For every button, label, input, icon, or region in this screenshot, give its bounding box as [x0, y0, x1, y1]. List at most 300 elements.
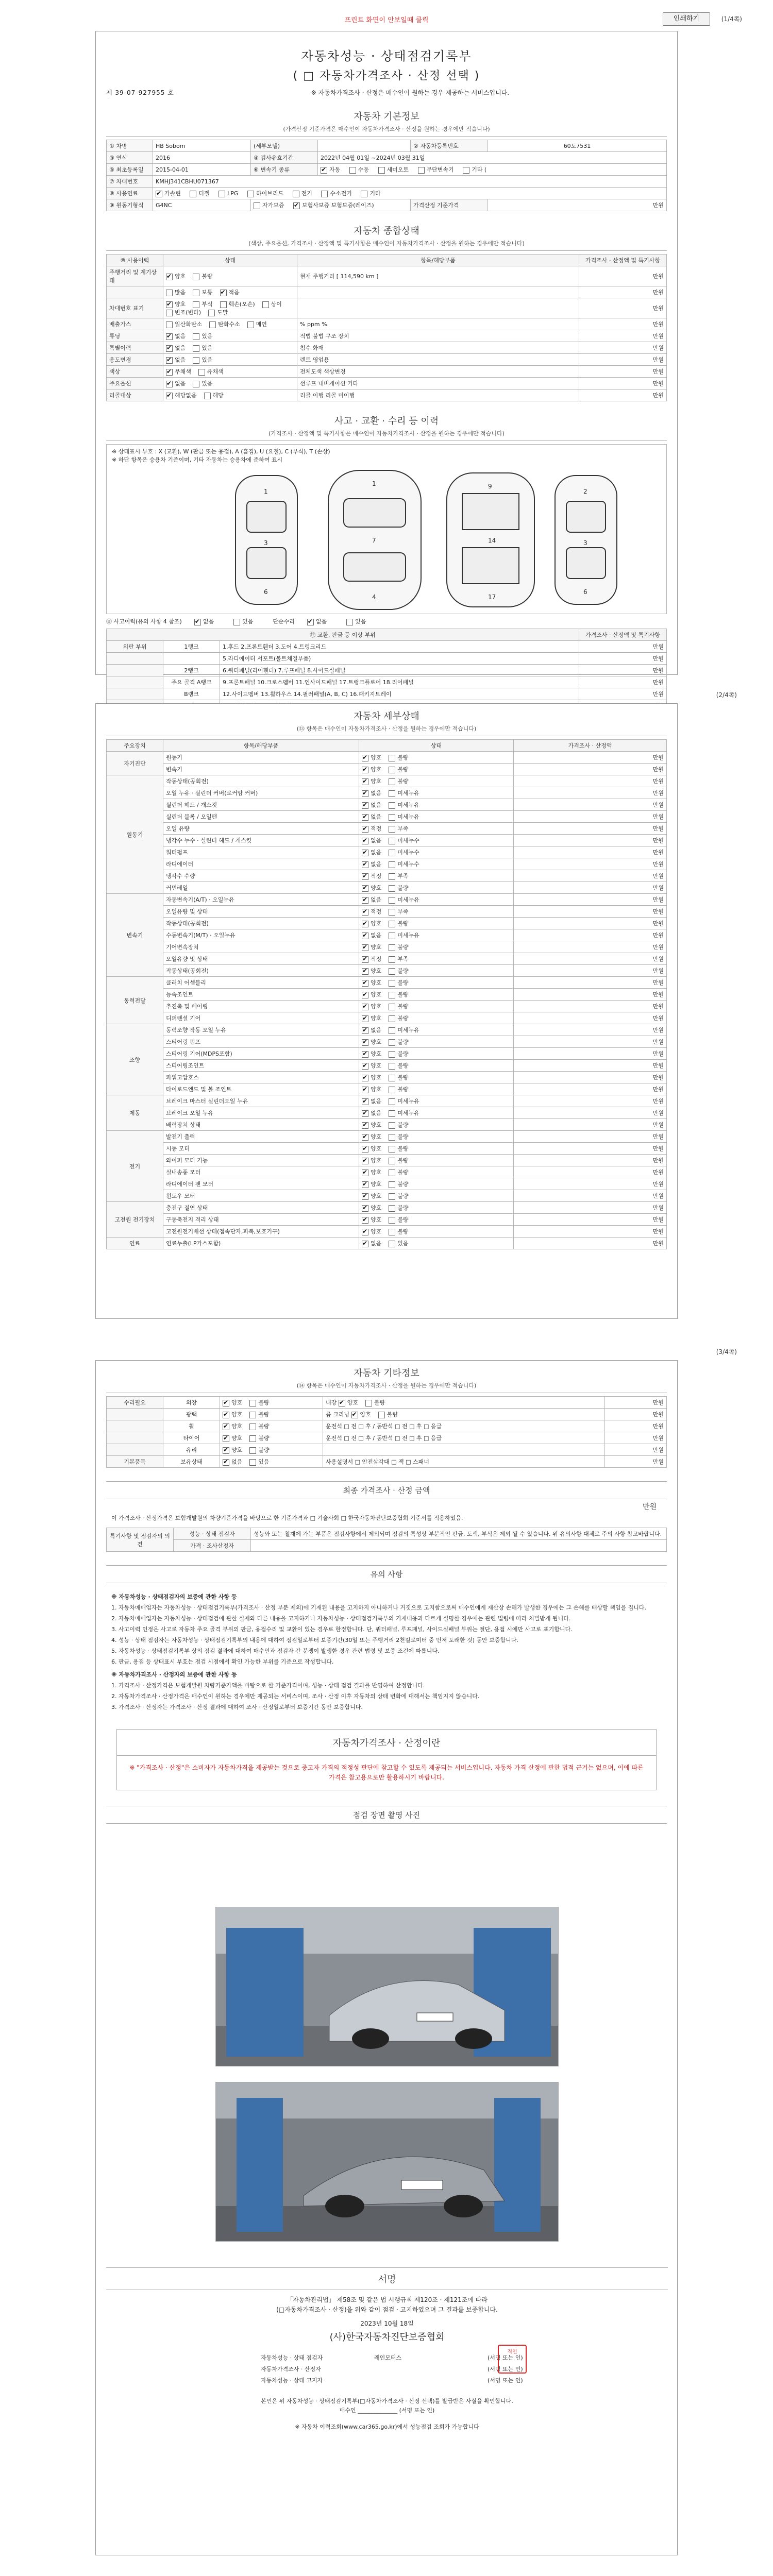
etc-state-checkbox[interactable]	[249, 1423, 256, 1430]
svg-text:4: 4	[372, 594, 376, 601]
detail-state-checkbox[interactable]	[362, 767, 368, 773]
etc-price: 만원	[605, 1409, 667, 1420]
detail-state-checkbox[interactable]	[389, 790, 395, 797]
final-price-title: 최종 가격조사 · 산정 금액	[106, 1481, 667, 1499]
general-row-detail: 적법 불법 구조 장치	[297, 330, 579, 342]
detail-state-checkbox[interactable]	[362, 814, 368, 821]
detail-state-option-label: 없음	[371, 814, 382, 820]
detail-state-option-label: 양호	[371, 991, 382, 998]
label-plate: ② 자동차등록번호	[411, 140, 488, 152]
detail-state	[359, 870, 514, 882]
general-row-state	[163, 266, 297, 286]
detail-state-checkbox[interactable]	[389, 1004, 395, 1010]
detail-state-option-label: 미세누유	[397, 814, 419, 820]
detail-state-checkbox[interactable]	[362, 1039, 368, 1046]
detail-item: 오일유량 및 상태	[163, 953, 359, 965]
detail-state-checkbox[interactable]	[389, 1122, 395, 1129]
detail-state-checkbox[interactable]	[389, 933, 395, 939]
etc-state-checkbox[interactable]	[223, 1459, 229, 1466]
value-year: 2016	[153, 152, 251, 164]
checkbox-semi[interactable]	[378, 167, 385, 174]
checkbox-cvt[interactable]	[418, 167, 425, 174]
detail-state-checkbox[interactable]	[389, 980, 395, 987]
detail-state-checkbox[interactable]	[389, 1146, 395, 1153]
etc-price: 만원	[605, 1397, 667, 1409]
detail-state	[359, 1072, 514, 1083]
accident-summary: ⑪ 사고이력(유의 사항 4 참조) ✔ 없음 있음 단순수리 ✔ 없음 있음	[96, 614, 677, 625]
general-state-checkbox[interactable]	[220, 301, 227, 308]
notice-item: 3. 가격조사 · 산정자는 가격조사 · 산정 결과에 대하여 조사 · 산정일로부터 보증기간 동안 보증합니다.	[111, 1704, 363, 1710]
detail-state-checkbox[interactable]	[389, 814, 395, 821]
accident-title: 사고 · 교환 · 수리 등 이력	[334, 416, 439, 427]
detail-state	[359, 764, 514, 775]
etc-group	[107, 1420, 163, 1432]
sheet-page-2	[95, 703, 678, 1319]
general-state-option-label: 있음	[201, 333, 213, 340]
detail-head-item: 항목/해당부품	[163, 740, 359, 752]
etc-state-checkbox[interactable]	[249, 1412, 256, 1418]
detail-state	[359, 787, 514, 799]
checkbox-hybrid[interactable]	[247, 191, 254, 197]
etc-state-checkbox[interactable]	[223, 1400, 229, 1406]
general-state-option-label: 해당	[212, 392, 224, 399]
detail-price: 만원	[514, 1083, 667, 1095]
detail-state-checkbox[interactable]	[362, 1098, 368, 1105]
detail-state-checkbox[interactable]	[389, 1229, 395, 1235]
general-state-checkbox[interactable]	[262, 301, 269, 308]
detail-state-option-label: 양호	[371, 920, 382, 927]
detail-state-option-label: 미세누수	[397, 849, 419, 856]
etc-state-checkbox[interactable]	[223, 1435, 229, 1442]
checkbox-auto[interactable]	[321, 167, 327, 174]
detail-state-checkbox[interactable]	[389, 1075, 395, 1081]
exchange-table	[106, 629, 667, 712]
detail-row	[107, 941, 667, 953]
detail-state-checkbox[interactable]	[362, 956, 368, 963]
detail-state-checkbox[interactable]	[362, 1134, 368, 1141]
general-row-detail: 전체도색 색상변경	[297, 366, 579, 378]
detail-row	[107, 953, 667, 965]
general-row-state	[163, 354, 297, 366]
detail-state-checkbox[interactable]	[362, 778, 368, 785]
detail-state-checkbox[interactable]	[362, 873, 368, 880]
etc-state2-checkbox[interactable]	[365, 1400, 372, 1406]
general-state-checkbox[interactable]	[208, 310, 215, 316]
general-state-option-label: 많음	[175, 289, 186, 296]
detail-state-option-label: 양호	[371, 1015, 382, 1022]
detail-state-checkbox[interactable]	[362, 861, 368, 868]
etc-price: 만원	[605, 1420, 667, 1432]
print-notice-link[interactable]: 프린트 화면이 안보일때 클릭	[344, 16, 429, 24]
detail-item: 등속조인트	[163, 989, 359, 1001]
etc-state2-checkbox[interactable]	[378, 1412, 385, 1418]
rank-items: 6.쿼터패널(리어휀더) 7.루프패널 8.사이드실패널	[220, 665, 579, 676]
detail-state-checkbox[interactable]	[389, 1217, 395, 1224]
general-state-checkbox[interactable]	[193, 381, 199, 387]
detail-state-option-label: 불량	[397, 1015, 409, 1022]
detail-state-checkbox[interactable]	[389, 1063, 395, 1070]
general-state-checkbox[interactable]	[166, 310, 173, 316]
rank-items: 9.프론트패널 10.크로스멤버 11.인사이드패널 17.트렁크플로어 18.리어패널	[220, 676, 579, 688]
etc-state-option-label: 불량	[258, 1399, 270, 1406]
signature-statement: 「자동차관리법」 제58조 및 같은 법 시행규칙 제120조 · 제121조에 따라 (□자동차가격조사 · 산정)을 위와 같이 점검 · 고지하였으며 그 결과를 보증합니다.	[276, 2296, 498, 2313]
detail-item: 브레이크 마스터 실린더오일 누유	[163, 1095, 359, 1107]
general-state-checkbox[interactable]	[209, 321, 216, 328]
etc-state-checkbox[interactable]	[249, 1447, 256, 1454]
detail-state-option-label: 있음	[397, 1240, 409, 1247]
detail-state	[359, 882, 514, 894]
checkbox-fuel-etc[interactable]	[361, 191, 367, 197]
detail-state-checkbox[interactable]	[362, 992, 368, 998]
general-row	[107, 354, 667, 366]
detail-item: 수동변속기(M/T) · 오일누유	[163, 929, 359, 941]
detail-state-checkbox[interactable]	[362, 944, 368, 951]
label-spec: (세부모델)	[251, 140, 318, 152]
rank-label: 2랭크	[163, 665, 220, 676]
general-state-checkbox[interactable]	[220, 290, 227, 296]
general-state-checkbox[interactable]	[204, 393, 211, 399]
rank-group: 외판 부위	[107, 641, 163, 653]
detail-state-option-label: 불량	[397, 944, 409, 951]
general-state-checkbox[interactable]	[166, 345, 173, 352]
detail-price: 만원	[514, 941, 667, 953]
checkbox-hydrogen[interactable]	[321, 191, 328, 197]
general-state-option-label: 있음	[201, 345, 213, 351]
detail-state-checkbox[interactable]	[362, 1241, 368, 1247]
etc-item2: 내장 ✔양호 불량	[323, 1397, 605, 1409]
detail-state-option-label: 없음	[371, 1240, 382, 1247]
general-row-detail	[297, 286, 579, 298]
detail-state-checkbox[interactable]	[389, 1193, 395, 1200]
detail-state-checkbox[interactable]	[389, 1241, 395, 1247]
general-state-checkbox[interactable]	[193, 357, 199, 364]
detail-state-checkbox[interactable]	[389, 838, 395, 844]
detail-state	[359, 1107, 514, 1119]
etc-state-checkbox[interactable]	[223, 1447, 229, 1454]
detail-state-checkbox[interactable]	[389, 1181, 395, 1188]
detail-state-option-label: 불량	[397, 991, 409, 998]
detail-state-checkbox[interactable]	[362, 1027, 368, 1034]
page-count: (1/4쪽)	[721, 15, 742, 23]
detail-state-checkbox[interactable]	[362, 1075, 368, 1081]
detail-state-checkbox[interactable]	[389, 956, 395, 963]
detail-price: 만원	[514, 1012, 667, 1024]
detail-state-checkbox[interactable]	[389, 909, 395, 916]
detail-state-checkbox[interactable]	[389, 885, 395, 892]
detail-price: 만원	[514, 870, 667, 882]
detail-state-checkbox[interactable]	[362, 921, 368, 927]
svg-text:6: 6	[583, 588, 587, 596]
detail-state-option-label: 양호	[371, 1228, 382, 1235]
general-head-history: ⑩ 사용이력	[107, 255, 163, 266]
etc-row	[107, 1432, 667, 1444]
general-row-price: 만원	[579, 266, 667, 286]
detail-state-checkbox[interactable]	[389, 1051, 395, 1058]
detail-price: 만원	[514, 1095, 667, 1107]
detail-state-checkbox[interactable]	[362, 909, 368, 916]
detail-state-checkbox[interactable]	[389, 1170, 395, 1176]
checkbox-repair-yes[interactable]	[346, 619, 353, 625]
detail-state-option-label: 불량	[397, 1050, 409, 1057]
signature-date: 2023년 10월 18일	[360, 2320, 414, 2327]
detail-state-checkbox[interactable]	[362, 1122, 368, 1129]
detail-state-option-label: 양호	[371, 1086, 382, 1093]
detail-price: 만원	[514, 764, 667, 775]
detail-state-checkbox[interactable]	[389, 897, 395, 904]
detail-state-checkbox[interactable]	[362, 790, 368, 797]
detail-row	[107, 1178, 667, 1190]
detail-state-option-label: 불량	[397, 1205, 409, 1211]
detail-state-checkbox[interactable]	[389, 873, 395, 880]
rank-group	[107, 653, 163, 665]
notice-body	[96, 1583, 677, 1711]
general-row	[107, 330, 667, 342]
detail-state-option-label: 불량	[397, 1145, 409, 1152]
detail-item: 작동상태(공회전)	[163, 918, 359, 929]
detail-state-checkbox[interactable]	[389, 992, 395, 998]
detail-state-option-label: 없음	[371, 1027, 382, 1033]
detail-row	[107, 1107, 667, 1119]
detail-item: 스티어링 펌프	[163, 1036, 359, 1048]
detail-row	[107, 1166, 667, 1178]
general-state-checkbox[interactable]	[166, 274, 173, 280]
detail-state-checkbox[interactable]	[362, 1004, 368, 1010]
detail-state-checkbox[interactable]	[389, 1110, 395, 1117]
detail-state-checkbox[interactable]	[362, 838, 368, 844]
detail-state	[359, 953, 514, 965]
general-row-label: 리콜대상	[107, 389, 163, 401]
detail-group: 연료	[107, 1238, 163, 1249]
document-subtitle: ( □ 자동차가격조사 · 산정 선택 )	[293, 70, 480, 82]
detail-state	[359, 1190, 514, 1202]
detail-price: 만원	[514, 1202, 667, 1214]
detail-state-checkbox[interactable]	[389, 755, 395, 761]
detail-state	[359, 775, 514, 787]
detail-state-checkbox[interactable]	[362, 1063, 368, 1070]
detail-state-checkbox[interactable]	[362, 1087, 368, 1093]
general-row-state	[163, 330, 297, 342]
detail-item: 라디에이터	[163, 858, 359, 870]
detail-state-checkbox[interactable]	[362, 826, 368, 833]
general-state-checkbox[interactable]	[166, 381, 173, 387]
checkbox-accident-yes[interactable]	[233, 619, 240, 625]
label-vin: ⑦ 차대번호	[107, 176, 153, 188]
detail-row	[107, 835, 667, 846]
etc-item2: 운전석 □ 전 □ 후 / 동반석 □ 전 □ 후 □ 응급	[323, 1420, 605, 1432]
etc-state-option-label: 양호	[231, 1411, 243, 1418]
etc-state-checkbox[interactable]	[223, 1423, 229, 1430]
detail-state-checkbox[interactable]	[389, 1027, 395, 1034]
opinion-table	[106, 1528, 667, 1552]
rank-price: 만원	[579, 665, 667, 676]
etc-state-checkbox[interactable]	[223, 1412, 229, 1418]
detail-state-option-label: 적정	[371, 825, 382, 832]
detail-state-checkbox[interactable]	[362, 885, 368, 892]
detail-row	[107, 906, 667, 918]
general-head-price: 가격조사 · 산정액 및 특기사항	[579, 255, 667, 266]
detail-row	[107, 1048, 667, 1060]
checkbox-accident-none[interactable]	[194, 619, 201, 625]
detail-state-option-label: 불량	[397, 1193, 409, 1199]
general-state-option-label: 보통	[201, 289, 213, 296]
detail-item: 냉각수 누수 · 실린더 헤드 / 개스킷	[163, 835, 359, 846]
detail-state-checkbox[interactable]	[362, 897, 368, 904]
detail-row	[107, 846, 667, 858]
print-button[interactable]: 인쇄하기	[663, 12, 710, 26]
etc-item2: 사용설명서 □ 안전삼각대 □ 잭 □ 스패너	[323, 1456, 605, 1468]
checkbox-trans-etc[interactable]	[463, 167, 469, 174]
etc-row	[107, 1397, 667, 1409]
detail-state-checkbox[interactable]	[362, 1146, 368, 1153]
etc-group: 기본품목	[107, 1456, 163, 1468]
detail-state-checkbox[interactable]	[362, 1158, 368, 1164]
detail-state	[359, 906, 514, 918]
detail-state-checkbox[interactable]	[362, 755, 368, 761]
general-state-checkbox[interactable]	[166, 301, 173, 308]
detail-state-option-label: 양호	[371, 1133, 382, 1140]
detail-state-checkbox[interactable]	[389, 1134, 395, 1141]
detail-state-option-label: 불량	[397, 885, 409, 891]
opinion-inspector-label: 성능 · 상태 점검자	[174, 1528, 251, 1540]
detail-row	[107, 1024, 667, 1036]
detail-state-option-label: 양호	[371, 754, 382, 761]
detail-state-checkbox[interactable]	[362, 1015, 368, 1022]
etc-state-option-label: 불량	[258, 1411, 270, 1418]
general-state-checkbox[interactable]	[193, 345, 199, 352]
general-state-checkbox[interactable]	[166, 393, 173, 399]
basic-info-sub: (가격산정 기준가격은 매수인이 자동차가격조사 · 산정을 원하는 경우에만 적습니다)	[283, 126, 490, 132]
etc-state-checkbox[interactable]	[249, 1400, 256, 1406]
detail-state-checkbox[interactable]	[362, 1205, 368, 1212]
detail-state-checkbox[interactable]	[389, 1158, 395, 1164]
detail-state-checkbox[interactable]	[362, 802, 368, 809]
detail-state	[359, 1238, 514, 1249]
rank-label: 주요 골격 A랭크	[163, 676, 220, 688]
general-row-state	[163, 318, 297, 330]
detail-state-checkbox[interactable]	[389, 850, 395, 856]
general-state-title: 자동차 종합상태	[354, 226, 419, 236]
detail-state-checkbox[interactable]	[389, 944, 395, 951]
detail-price: 만원	[514, 1119, 667, 1131]
detail-item: 발전기 출력	[163, 1131, 359, 1143]
signature-section	[106, 2267, 668, 2432]
checkbox-lpg[interactable]	[219, 191, 225, 197]
detail-state-checkbox[interactable]	[362, 1229, 368, 1235]
detail-state-checkbox[interactable]	[389, 826, 395, 833]
checkbox-insurance-warranty[interactable]	[293, 202, 300, 209]
checkbox-electric[interactable]	[293, 191, 299, 197]
etc-state2-checkbox[interactable]	[351, 1412, 358, 1418]
detail-group: 동력전달	[107, 977, 163, 1024]
general-state-checkbox[interactable]	[193, 333, 199, 340]
general-state-checkbox[interactable]	[247, 321, 254, 328]
detail-state	[359, 894, 514, 906]
detail-state-checkbox[interactable]	[389, 1039, 395, 1046]
detail-state-checkbox[interactable]	[389, 861, 395, 868]
checkbox-diesel[interactable]	[190, 191, 196, 197]
general-state-checkbox[interactable]	[198, 369, 205, 376]
detail-group: 원동기	[107, 775, 163, 894]
buyer-confirmation: 본인은 위 자동차성능 · 상태점검기록부(□자동차가격조사 · 산정 선택)를 발급받은 사실을 확인합니다. 매수인 ______________ (서명 또는 인) ※ 자동차 이력조회(www.car365.go.kr)에서 성능점검 조회가 가능합니다	[261, 2398, 513, 2430]
detail-group: 전기	[107, 1131, 163, 1202]
svg-text:3: 3	[583, 539, 587, 547]
label-inspection-valid: ④ 검사유효기간	[251, 152, 318, 164]
checkbox-repair-none[interactable]	[307, 619, 314, 625]
detail-row	[107, 1143, 667, 1155]
detail-state-checkbox[interactable]	[362, 1217, 368, 1224]
detail-state-checkbox[interactable]	[389, 767, 395, 773]
detail-item: 오일유량 및 상태	[163, 906, 359, 918]
detail-state-checkbox[interactable]	[389, 1205, 395, 1212]
detail-item: 실내송풍 모터	[163, 1166, 359, 1178]
general-state-checkbox[interactable]	[166, 333, 173, 340]
detail-state	[359, 1119, 514, 1131]
detail-state-checkbox[interactable]	[389, 802, 395, 809]
detail-state-checkbox[interactable]	[389, 778, 395, 785]
checkbox-manual[interactable]	[349, 167, 356, 174]
general-row	[107, 286, 667, 298]
detail-state-checkbox[interactable]	[362, 1051, 368, 1058]
detail-state-checkbox[interactable]	[362, 1110, 368, 1117]
detail-state-option-label: 없음	[371, 790, 382, 796]
detail-item: 커먼레일	[163, 882, 359, 894]
detail-price: 만원	[514, 1024, 667, 1036]
detail-state-checkbox[interactable]	[362, 850, 368, 856]
detail-state-checkbox[interactable]	[362, 1181, 368, 1188]
detail-state-option-label: 불량	[397, 1169, 409, 1176]
detail-state-checkbox[interactable]	[362, 1193, 368, 1200]
detail-state-checkbox[interactable]	[389, 1015, 395, 1022]
general-row	[107, 378, 667, 389]
general-state-checkbox[interactable]	[193, 290, 199, 296]
detail-state-option-label: 양호	[371, 1050, 382, 1057]
etc-item: 외장	[163, 1397, 220, 1409]
etc-state-option-label: 있음	[258, 1459, 270, 1465]
general-state-checkbox[interactable]	[193, 274, 199, 280]
detail-row	[107, 1190, 667, 1202]
detail-state-checkbox[interactable]	[389, 1098, 395, 1105]
detail-item: 오일 유량	[163, 823, 359, 835]
detail-state-checkbox[interactable]	[362, 968, 368, 975]
detail-state-checkbox[interactable]	[389, 921, 395, 927]
general-state-checkbox[interactable]	[166, 369, 173, 376]
detail-state-option-label: 부족	[397, 908, 409, 915]
general-state-checkbox[interactable]	[166, 357, 173, 364]
document-title: 자동차성능 · 상태점검기록부	[301, 49, 472, 63]
etc-state-checkbox[interactable]	[249, 1435, 256, 1442]
etc-state-checkbox[interactable]	[249, 1459, 256, 1466]
notice-item: 4. 성능 · 상태 점검자는 자동차성능 · 상태점검기록부의 내용에 대하여 점검일로부터 보증기간(30일 또는 주행거리 2천킬로미터 중 먼저 도래한 것) 동안 보증합니다.	[111, 1637, 518, 1643]
detail-state-checkbox[interactable]	[389, 968, 395, 975]
detail-state-checkbox[interactable]	[362, 933, 368, 939]
detail-row	[107, 1226, 667, 1238]
detail-state-option-label: 부족	[397, 873, 409, 879]
general-row-label	[107, 286, 163, 298]
general-row	[107, 318, 667, 330]
detail-state-checkbox[interactable]	[362, 1170, 368, 1176]
detail-state-checkbox[interactable]	[362, 980, 368, 987]
detail-state-option-label: 적정	[371, 873, 382, 879]
detail-state	[359, 1012, 514, 1024]
detail-state-checkbox[interactable]	[389, 1087, 395, 1093]
general-state-checkbox[interactable]	[193, 301, 199, 308]
etc-state2-checkbox[interactable]	[339, 1400, 345, 1406]
checkbox-self-warranty[interactable]	[254, 202, 260, 209]
checkbox-gasoline[interactable]	[156, 191, 162, 197]
general-state-checkbox[interactable]	[166, 321, 173, 328]
general-state-checkbox[interactable]	[166, 290, 173, 296]
detail-row	[107, 870, 667, 882]
